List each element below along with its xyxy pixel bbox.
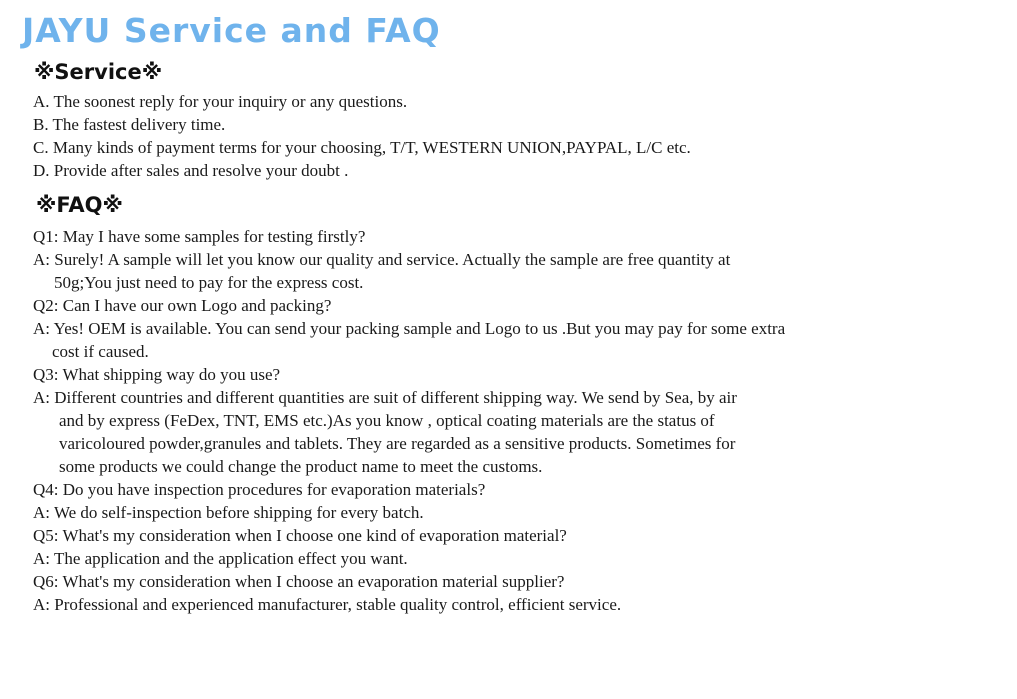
faq-answer-2-continued: cost if caused. — [52, 342, 149, 361]
faq-answer-3-continued: and by express (FeDex, TNT, EMS etc.)As you know , optical coating materials are the status of — [59, 411, 715, 430]
faq-list — [33, 225, 785, 616]
service-item: C. Many kinds of payment terms for your choosing, T/T, WESTERN UNION,PAYPAL, L/C etc. — [33, 138, 691, 157]
faq-answer-3: A: Different countries and different quantities are suit of different shipping way. We send by Sea, by air — [33, 388, 737, 407]
faq-question-5: Q5: What's my consideration when I choose one kind of evaporation material? — [33, 526, 567, 545]
faq-question-2: Q2: Can I have our own Logo and packing? — [33, 296, 332, 315]
service-item: A. The soonest reply for your inquiry or any questions. — [33, 92, 408, 111]
faq-heading: ※FAQ※ — [36, 193, 123, 217]
faq-question-4: Q4: Do you have inspection procedures for evaporation materials? — [33, 480, 486, 499]
faq-question-1: Q1: May I have some samples for testing firstly? — [33, 227, 366, 246]
faq-answer-5: A: The application and the application effect you want. — [33, 549, 408, 568]
faq-answer-3-continued: some products we could change the product name to meet the customs. — [59, 457, 543, 476]
service-item: B. The fastest delivery time. — [33, 115, 226, 134]
service-item: D. Provide after sales and resolve your doubt . — [33, 161, 349, 180]
faq-question-3: Q3: What shipping way do you use? — [33, 365, 281, 384]
service-list — [33, 90, 691, 182]
faq-answer-6: A: Professional and experienced manufacturer, stable quality control, efficient service. — [33, 595, 622, 614]
service-heading: ※Service※ — [34, 60, 163, 84]
faq-answer-1: A: Surely! A sample will let you know our quality and service. Actually the sample are free quantity at — [33, 250, 731, 269]
faq-answer-4: A: We do self-inspection before shipping for every batch. — [33, 503, 424, 522]
faq-answer-2: A: Yes! OEM is available. You can send your packing sample and Logo to us .But you may pay for some extra — [33, 319, 786, 338]
page-title: JAYU Service and FAQ — [22, 11, 441, 50]
faq-answer-1-continued: 50g;You just need to pay for the express cost. — [54, 273, 364, 292]
faq-question-6: Q6: What's my consideration when I choose an evaporation material supplier? — [33, 572, 565, 591]
faq-answer-3-continued: varicoloured powder,granules and tablets. They are regarded as a sensitive products. Sometimes for — [59, 434, 736, 453]
